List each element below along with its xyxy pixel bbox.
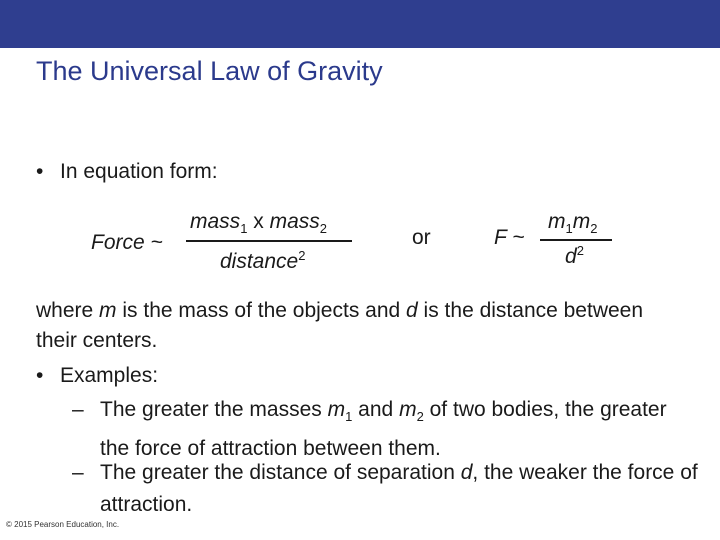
- eq2-lhs: F ~: [494, 226, 525, 249]
- example-1: [72, 394, 700, 465]
- eq2-num-sub1: 1: [565, 221, 573, 237]
- bullet-examples: [36, 364, 158, 388]
- ex1-sub2: 2: [416, 409, 424, 425]
- eq1-numerator: [190, 210, 327, 236]
- or-text: or: [412, 226, 431, 249]
- ex1-sub1: 1: [345, 409, 353, 425]
- ex2-text-a: The greater the distance of separation: [100, 461, 461, 484]
- bullet-icon: •: [36, 364, 44, 387]
- eq2-fraction-bar: [540, 239, 612, 241]
- dash-icon: –: [72, 398, 84, 421]
- eq2-numerator: [548, 210, 597, 236]
- eq1-num-sub1: 1: [240, 221, 248, 237]
- header-bar: [0, 0, 720, 48]
- eq1-num-mass2: mass: [269, 210, 320, 233]
- eq2-denominator: [565, 243, 584, 269]
- eq2-den-sup: 2: [576, 243, 584, 258]
- para-var-m: m: [99, 299, 117, 322]
- ex1-var-m1: m: [327, 398, 346, 421]
- para-text-3: is the distance between their centers.: [36, 299, 644, 352]
- eq1-fraction-bar: [186, 240, 352, 242]
- eq1-denominator: [220, 248, 305, 274]
- copyright-footer: © 2015 Pearson Education, Inc.: [6, 520, 120, 529]
- eq1-num-times: x: [247, 210, 270, 233]
- eq2-num-m1: m: [548, 210, 566, 233]
- eq1-den-distance: distance: [220, 250, 299, 273]
- eq2-num-m2: m: [572, 210, 591, 233]
- explanation-paragraph: [36, 296, 686, 356]
- ex1-text-b: of two bodies, the greater the force of attraction between them.: [100, 398, 667, 461]
- eq1-den-sup: 2: [298, 248, 306, 263]
- bullet-examples-label: Examples:: [60, 364, 159, 387]
- para-text-2: is the mass of the objects and: [116, 299, 407, 322]
- slide-title: The Universal Law of Gravity: [36, 56, 383, 86]
- ex1-var-m2: m: [399, 398, 417, 421]
- eq1-num-mass1: mass: [190, 210, 241, 233]
- dash-icon: –: [72, 461, 84, 484]
- bullet-equation-label: In equation form:: [60, 160, 218, 183]
- example-2: [72, 457, 700, 521]
- bullet-icon: •: [36, 160, 44, 183]
- bullet-equation-form: [36, 160, 218, 184]
- ex1-text-and: and: [352, 398, 400, 421]
- eq1-num-sub2: 2: [319, 221, 328, 237]
- eq2-den-d: d: [565, 245, 577, 268]
- eq2-num-sub2: 2: [590, 221, 598, 237]
- ex1-text-a: The greater the masses: [100, 398, 328, 421]
- para-text-1: where: [36, 299, 100, 322]
- ex2-var-d: d: [460, 461, 473, 484]
- para-var-d: d: [406, 299, 418, 322]
- eq1-lhs: Force ~: [91, 231, 163, 254]
- ex2-text-b: , the weaker the force of attraction.: [100, 461, 698, 516]
